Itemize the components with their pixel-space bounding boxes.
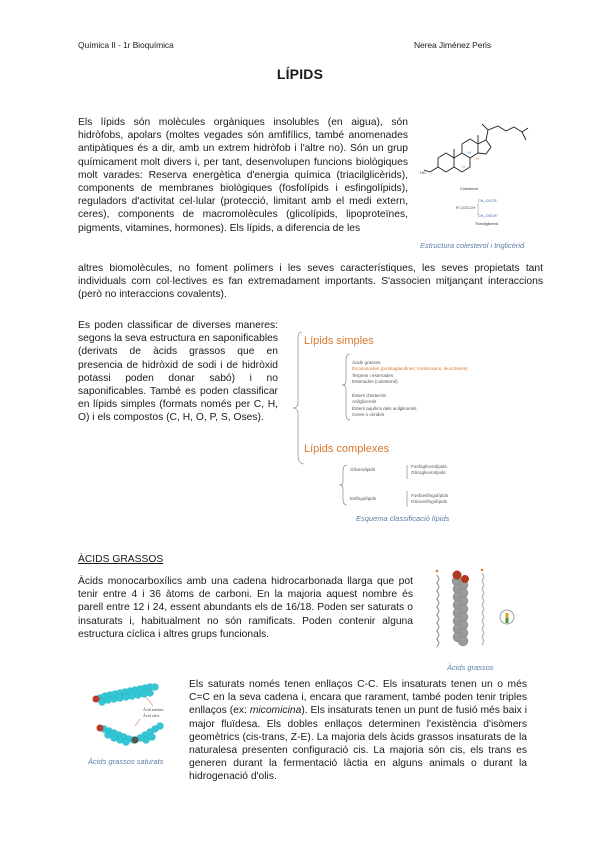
fatty-acids-figure xyxy=(425,565,520,660)
header-left: Química II - 1r Bioquímica xyxy=(78,40,174,50)
svg-text:H: H xyxy=(476,156,479,161)
cholesterol-label: Colesterol xyxy=(460,186,479,191)
cholesterol-caption: Estructura colesterol i triglicèrid xyxy=(420,241,525,250)
svg-text:H: H xyxy=(462,164,465,169)
intro-paragraph: Els lípids són molècules orgàniques insolubles (en aigua), són hidròfobs, apolars (moltes vegades són amfifílics, també anomenades antipàtiques és a dir, amb un extrem hidròfob i l'altre no). Són un grup químicament molt divers i, per tant, desenvolupen funcions biològiques molt varades: Reserva energètica d'energia química (triacilglicèrids), components de membranes biològiques (fosfolípids i esfingolípids), reguladors d'activitat cel·lular (protecció, limitant amb el medi extern, ceres), components de macromolècules (glicolípids, lipoproteïnes, pigments, vitamines, hormones). Els lípids, a diferencia de les xyxy=(78,117,408,234)
saturated-fatty-acids-figure xyxy=(90,683,180,753)
classification-paragraph: Es poden classificar de diverses maneres: segons la seva estructura en saponificables (derivats de àcids grassos que en presencia de hidròxid de sodi i de hidròxid potassi poden donar sabó) i no saponificables. També es poden classificar en lípids simples (formats només per C, H, O) i els compostos (C, H, O, P, S, Oses). xyxy=(78,320,278,424)
page-title: LÍPIDS xyxy=(276,66,324,82)
svg-text:HO: HO xyxy=(420,170,426,175)
fatty-acid-models-icon xyxy=(425,565,520,660)
scheme-simple-group-1: Àcids grassos Eicosanoides (prostaglandines, tromboxans, leucotriens) Terpens i esteroides Esteroides (colesterol) xyxy=(352,360,468,384)
stearic-acid-label: Àcid esteàric xyxy=(143,707,164,712)
svg-text:CH₂-OOCR: CH₂-OOCR xyxy=(478,199,497,203)
saturated-fatty-acid-models-icon xyxy=(90,683,180,753)
scheme-simple-title: Lípids simples xyxy=(304,335,374,347)
saturated-paragraph: Els saturats només tenen enllaços C-C. Els insaturats tenen un o més C=C en la seva cadena i, encara que rarament, també poden tenir triples enllaços (ex: micomicina). Els insaturats tenen un punt de fusió més baix i major fluïdesa. Els dobles enllaços determinen l'existència d'isòmers geomètrics (cis-trans, Z-E). La majoria dels àcids grassos insaturats de la naturalesa presenten configuració cis. La majoria són cis, els trans es generen durant la fermentació làctia en alguns animals o durant la hidrogenació d'olis. xyxy=(189,679,527,783)
intro-paragraph-continued: altres biomolècules, no foment polímers i les seves característiques, les seves propietats tant individuals com col·lectives es fan extremadament importants. S'associen mitjançant interaccions (però no interaccions covalents). xyxy=(78,263,543,301)
fatty-acids-paragraph: Àcids monocarboxílics amb una cadena hidrocarbonada llarga que pot tenir entre 4 i 36 àtoms de carboni. En la majoria aquest nombre és parell entre 12 i 24, essent abundants els de 16/18. Poden ser saturats o insaturats i, habitualment no són ramificats. Poden contenir alguna estructura cíclica i altres grups funcionals. xyxy=(78,576,413,640)
fatty-acids-caption: Àcids grassos xyxy=(447,663,494,672)
saturated-fatty-acids-caption: Àcids grassos saturats xyxy=(88,757,164,766)
scheme-complex-title: Lípids complexes xyxy=(304,443,389,455)
scheme-caption: Esquema classificació lípids xyxy=(356,514,450,523)
triacylglycerol-label: Triacilglicerol xyxy=(475,221,499,226)
section-heading-fatty-acids: ÀCIDS GRASSOS xyxy=(78,554,164,565)
scheme-simple-group-2: Èsters d'esterols Acilglicerols Èsters aquílics dels acilglicerols Ceres o cèrides xyxy=(352,393,417,417)
svg-text:R'-COO-CH: R'-COO-CH xyxy=(456,206,476,210)
cholesterol-figure xyxy=(420,118,540,238)
scheme-complex-subitems-1: Fosfoglicerolípids Glicoglicerolípids xyxy=(411,464,447,476)
header-right: Nerea Jiménez Peris xyxy=(414,40,491,50)
cholesterol-structure-icon xyxy=(420,118,540,223)
micomicina-term: micomicina xyxy=(249,705,302,717)
scheme-complex-item-1: Glicerolípids xyxy=(350,467,376,472)
svg-text:CH₂-OOCR'': CH₂-OOCR'' xyxy=(478,214,498,218)
svg-text:H: H xyxy=(468,150,471,155)
scheme-complex-subitems-2: Fosfoesfingolípids Glicoesfingolípids xyxy=(411,493,449,505)
oleic-acid-label: Àcid oleic xyxy=(143,713,160,718)
scheme-complex-item-2: Esfingolípids xyxy=(350,496,377,501)
